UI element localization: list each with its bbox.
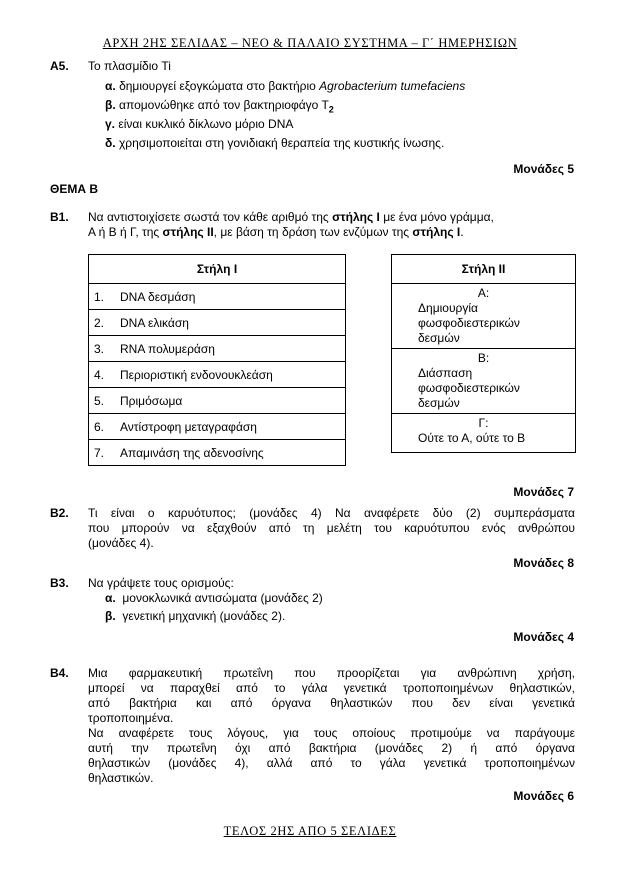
column-one-header: Στήλη Ι <box>89 255 346 284</box>
question-number-a5: Α5. <box>50 59 69 73</box>
item-number: 6. <box>94 419 105 434</box>
option-text: είναι κυκλικό δίκλωνο μόριο DNA <box>118 117 294 131</box>
question-number-b2: Β2. <box>50 506 69 520</box>
item-text: γενετική μηχανική (μονάδες 2). <box>122 609 286 623</box>
item-text: DNA ελικάση <box>120 315 189 330</box>
b3-item-a <box>105 591 323 605</box>
column-two-item <box>392 284 576 349</box>
item-text: DNA δεσμάση <box>120 289 196 304</box>
marks-b3: Μονάδες 4 <box>513 630 574 644</box>
b3-question: Να γράψετε τους ορισμούς: <box>88 576 234 590</box>
item-text: Πριμόσωμα <box>120 393 183 408</box>
b3-item-b <box>105 609 285 623</box>
text-line: (μονάδες 4). <box>88 536 154 550</box>
item-text: μονοκλωνικά αντισώματα (μονάδες 2) <box>122 591 323 605</box>
item-letter: α. <box>105 591 116 605</box>
item-number: 7. <box>94 445 105 460</box>
column-one-item <box>89 336 346 362</box>
item-line: Δημιουργία <box>418 301 478 315</box>
a5-option-b <box>105 98 334 114</box>
marks-b4: Μονάδες 6 <box>513 789 574 803</box>
option-italic-text: Agrobacterium tumefaciens <box>319 79 466 93</box>
question-number-b1: Β1. <box>50 210 69 224</box>
option-letter: δ. <box>105 136 116 150</box>
item-text: RNA πολυμεράση <box>120 341 215 356</box>
item-line: δεσμών <box>418 331 460 345</box>
text-line: από βακτήρια και από όργανα θηλαστικών που δεν είναι γενετικά <box>88 696 575 710</box>
column-one-item <box>89 284 346 310</box>
page-header: ΑΡΧΗ 2ΗΣ ΣΕΛΙΔΑΣ – ΝΕΟ & ΠΑΛΑΙΟ ΣΥΣΤΗΜΑ – Γ΄ ΗΜΕΡΗΣΙΩΝ <box>102 36 518 50</box>
question-number-b4: Β4. <box>50 666 69 680</box>
option-letter: β. <box>105 98 116 112</box>
text-bold-segment: στήλης ΙΙ <box>162 225 214 239</box>
option-text: χρησιμοποιείται στη γονιδιακή θεραπεία της κυστικής ίνωσης. <box>118 136 445 150</box>
b4-text <box>88 666 575 786</box>
column-one-item <box>89 310 346 336</box>
text-line: θηλαστικών (μονάδες 4), αλλά από το γάλα γενετικά τροποποιημένων <box>88 756 575 770</box>
item-number: 4. <box>94 367 105 382</box>
item-line: φωσφοδιεστερικών <box>418 316 520 330</box>
column-two-table <box>391 254 576 453</box>
column-two-item <box>392 349 576 414</box>
item-text: Αντίστροφη μεταγραφάση <box>120 419 257 434</box>
option-text: απομονώθηκε από τον βακτηριοφάγο Τ <box>119 98 329 112</box>
text-segment: Α ή Β ή Γ, της <box>88 225 163 239</box>
column-one-item <box>89 362 346 388</box>
text-line: Τι είναι ο καρυότυπος; (μονάδες 4) Να αναφέρετε δύο (2) συμπεράσματα <box>88 506 575 520</box>
page-footer: ΤΕΛΟΣ 2ΗΣ ΑΠΟ 5 ΣΕΛΙΔΕΣ <box>223 824 397 838</box>
text-segment: με ένα μόνο γράμμα, <box>379 210 494 224</box>
text-line: Μια φαρμακευτική πρωτεΐνη που προορίζεται για ανθρώπινη χρήση, <box>88 666 575 680</box>
item-letter: Β: <box>477 351 490 365</box>
text-segment: , με βάση τη δράση των ενζύμων της <box>213 225 413 239</box>
a5-option-d <box>105 136 444 150</box>
text-segment: . <box>460 225 464 239</box>
item-number: 1. <box>94 289 105 304</box>
marks-b2: Μονάδες 8 <box>513 556 574 570</box>
text-line: που μπορούν να εξαχθούν από τη μελέτη του καρυότυπου ενός ανθρώπου <box>88 521 575 535</box>
item-letter: Α: <box>477 286 490 300</box>
a5-option-a <box>105 79 465 93</box>
column-two-item <box>392 414 576 453</box>
item-number: 5. <box>94 393 105 408</box>
text-bold-segment: στήλης Ι <box>332 210 380 224</box>
item-line: φωσφοδιεστερικών <box>418 381 520 395</box>
item-number: 2. <box>94 315 105 330</box>
question-text-a5: Το πλασμίδιο Ti <box>88 59 171 73</box>
item-letter: β. <box>105 609 116 623</box>
column-one-item <box>89 414 346 440</box>
text-line: μπορεί να παραχθεί από το γάλα γενετικά τροποποιημένων θηλαστικών, <box>88 681 575 695</box>
marks-a5: Μονάδες 5 <box>513 162 574 176</box>
item-line: Ούτε το Α, ούτε το Β <box>418 431 526 445</box>
text-line: τροποποιημένα. <box>88 711 174 725</box>
b1-instruction-line2 <box>88 225 464 239</box>
text-line: αυτή την πρωτεΐνη όχι από βακτήρια (μονάδες 2) ή από όργανα <box>88 741 575 755</box>
text-line: Να αναφέρετε τους λόγους, για τους οποίους προτιμούμε να παράγουμε <box>88 726 575 740</box>
item-text: Περιοριστική ενδονουκλεάση <box>120 367 273 382</box>
question-number-b3: Β3. <box>50 576 69 590</box>
column-two-header: Στήλη ΙΙ <box>392 255 576 284</box>
column-one-item <box>89 388 346 414</box>
option-letter: α. <box>105 79 116 93</box>
option-letter: γ. <box>105 117 116 131</box>
b1-instruction-line1 <box>88 210 494 224</box>
a5-option-c <box>105 117 293 131</box>
text-segment: Να αντιστοιχίσετε σωστά τον κάθε αριθμό της <box>88 210 333 224</box>
item-line: Διάσπαση <box>418 366 473 380</box>
item-number: 3. <box>94 341 105 356</box>
option-text: δημιουργεί εξογκώματα στο βακτήριο <box>119 79 320 93</box>
b2-text <box>88 506 575 551</box>
column-one-table <box>88 254 346 466</box>
item-letter: Γ: <box>478 416 489 430</box>
option-subscript: 2 <box>328 104 334 115</box>
text-line: θηλαστικών. <box>88 771 154 785</box>
marks-b1: Μονάδες 7 <box>513 485 574 499</box>
item-text: Απαμινάση της αδενοσίνης <box>120 445 264 460</box>
section-title-theme-b: ΘΕΜΑ Β <box>50 182 98 196</box>
column-one-item <box>89 440 346 466</box>
text-bold-segment: στήλης Ι <box>412 225 461 239</box>
item-line: δεσμών <box>418 396 460 410</box>
